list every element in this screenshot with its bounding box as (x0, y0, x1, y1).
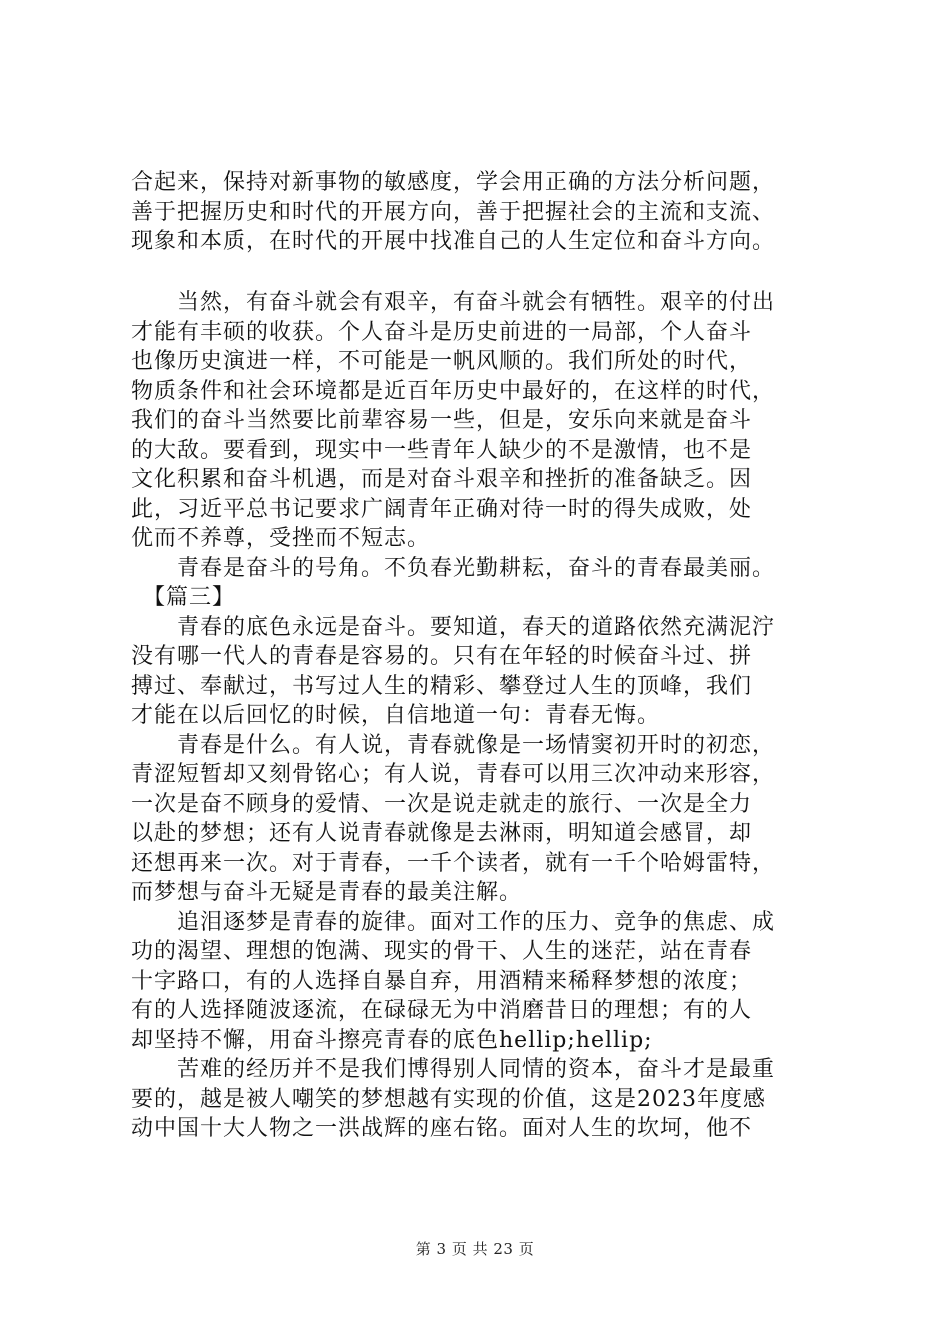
text-line: 却坚持不懈，用奋斗擦亮青春的底色hellip;hellip; (131, 1027, 653, 1053)
text-line: 善于把握历史和时代的开展方向，善于把握社会的主流和支流、 (131, 199, 776, 225)
text-line: 此，习近平总书记要求广阔青年正确对待一时的得失成败，处 (131, 496, 753, 522)
text-line: 有的人选择随波逐流，在碌碌无为中消磨昔日的理想；有的人 (131, 998, 753, 1023)
text-line: 青涩短暂却又刻骨铭心；有人说，青春可以用三次冲动来形容， (131, 762, 776, 787)
text-line: 青春是什么。有人说，青春就像是一场情窦初开时的初恋， (131, 732, 776, 758)
text-line: 才能有丰硕的收获。个人奋斗是历史前进的一局部，个人奋斗 (131, 319, 753, 345)
text-line: 搏过、奉献过，书写过人生的精彩、攀登过人生的顶峰，我们 (131, 673, 753, 699)
text-line: 优而不养尊，受挫而不短志。 (131, 526, 431, 551)
text-line: 文化积累和奋斗机遇，而是对奋斗艰辛和挫折的准备缺乏。因 (131, 467, 753, 492)
text-line: 功的渴望、理想的饱满、现实的骨干、人生的迷茫，站在青春 (131, 939, 753, 964)
text-line: 我们的奋斗当然要比前辈容易一些，但是，安乐向来就是奋斗 (131, 408, 753, 433)
text-line: 动中国十大人物之一洪战辉的座右铭。面对人生的坎坷，他不 (131, 1116, 753, 1141)
text-line: 合起来，保持对新事物的敏感度，学会用正确的方法分析问题， (131, 170, 776, 195)
text-line: 还想再来一次。对于青春，一千个读者，就有一千个哈姆雷特， (131, 850, 776, 876)
text-line: 而梦想与奋斗无疑是青春的最美注解。 (131, 880, 523, 905)
text-line: 苦难的经历并不是我们博得别人同情的资本，奋斗才是最重 (131, 1057, 776, 1082)
page-footer: 第 3 页 共 23 页 (415, 1240, 535, 1258)
text-line: 一次是奋不顾身的爱情、一次是说走就走的旅行、一次是全力 (131, 791, 753, 817)
text-line: 的大敌。要看到，现实中一些青年人缺少的不是激情，也不是 (131, 437, 753, 463)
text-line: 现象和本质，在时代的开展中找准自己的人生定位和奋斗方向。 (131, 229, 776, 254)
text-line: 追泪逐梦是青春的旋律。面对工作的压力、竞争的焦虑、成 (131, 909, 776, 935)
text-line: 青春是奋斗的号角。不负春光勤耕耘，奋斗的青春最美丽。 (131, 555, 776, 581)
text-line: 【篇三】 (131, 585, 236, 610)
text-line: 没有哪一代人的青春是容易的。只有在年轻的时候奋斗过、拼 (131, 644, 753, 669)
text-line: 以赴的梦想；还有人说青春就像是去淋雨，明知道会感冒，却 (131, 821, 753, 846)
text-line: 青春的底色永远是奋斗。要知道，春天的道路依然充满泥泞 (131, 614, 776, 640)
text-line: 也像历史演进一样，不可能是一帆风顺的。我们所处的时代， (131, 349, 753, 374)
paragraph-block-continued (131, 168, 831, 257)
text-line: 当然，有奋斗就会有艰辛，有奋斗就会有牺牲。艰辛的付出 (131, 290, 776, 315)
text-line: 十字路口，有的人选择自暴自弃，用酒精来稀释梦想的浓度； (131, 968, 753, 994)
paragraph-block-main (131, 288, 831, 1144)
text-line: 才能在以后回忆的时候，自信地道一句：青春无悔。 (131, 703, 661, 728)
text-line: 物质条件和社会环境都是近百年历史中最好的，在这样的时代， (131, 378, 776, 404)
text-line: 要的，越是被人嘲笑的梦想越有实现的价值，这是2023年度感 (131, 1086, 766, 1112)
